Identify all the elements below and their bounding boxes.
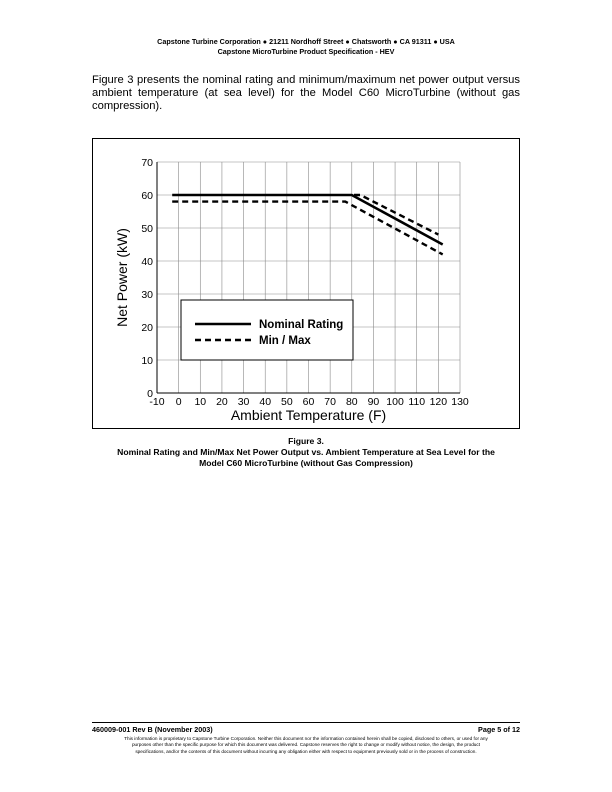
x-tick-label: 0 xyxy=(175,396,182,408)
x-tick-label: 80 xyxy=(345,396,358,408)
x-tick-label: 110 xyxy=(408,396,426,408)
footer-page-number: Page 5 of 12 xyxy=(478,725,520,734)
y-tick-label: 40 xyxy=(141,256,153,268)
disclaimer-line-3: specifications, and/or the contents of this document without incurring any obligation either with respect to equipment previously sold or in the process of construction. xyxy=(135,748,477,754)
header-spec-line: Capstone MicroTurbine Product Specification - HEV xyxy=(217,46,395,56)
y-tick-label: 60 xyxy=(141,190,153,202)
caption-title: Figure 3. xyxy=(288,436,324,446)
page-header xyxy=(0,37,612,56)
x-tick-label: 30 xyxy=(237,396,250,408)
x-tick-label: 60 xyxy=(302,396,315,408)
caption-line-2: Model C60 MicroTurbine (without Gas Compression) xyxy=(199,458,413,468)
disclaimer-line-1: This information is proprietary to Capstone Turbine Corporation. Neither this document nor the information contained herein shall be copied, disclosed to others, or used for any xyxy=(124,736,488,741)
y-axis-title: Net Power (kW) xyxy=(114,228,130,327)
y-tick-label: 50 xyxy=(141,223,153,235)
footer-doc-id: 460009-001 Rev B (November 2003) xyxy=(92,725,213,734)
caption-line-1: Nominal Rating and Min/Max Net Power Output vs. Ambient Temperature at Sea Level for the xyxy=(117,447,495,457)
x-tick-label: 50 xyxy=(281,396,293,408)
header-company-line: Capstone Turbine Corporation ● 21211 Nordhoff Street ● Chatsworth ● CA 91311 ● USA xyxy=(157,37,455,46)
y-tick-label: 20 xyxy=(141,322,153,334)
figure-caption xyxy=(80,436,532,469)
x-tick-label: 100 xyxy=(386,396,404,408)
y-tick-label: 70 xyxy=(141,157,153,169)
disclaimer-line-2: purposes other than the specific purpose for which this document was delivered. Capstone reserves the right to change or modify without notice, the design, the product xyxy=(131,742,481,748)
x-tick-label: 120 xyxy=(429,396,448,408)
x-tick-label: 130 xyxy=(451,396,469,408)
x-tick-label: 90 xyxy=(367,396,380,408)
x-tick-label: 70 xyxy=(324,396,336,408)
legend-label: Nominal Rating xyxy=(259,319,344,331)
x-tick-label: -10 xyxy=(149,396,165,408)
chart-svg xyxy=(93,139,519,428)
x-tick-label: 20 xyxy=(216,396,228,408)
intro-paragraph: Figure 3 presents the nominal rating and minimum/maximum net power output versus ambient temperature (at sea level) for the Model C60 MicroTurbine (without gas compression). xyxy=(92,74,520,113)
legend-label: Min / Max xyxy=(259,335,311,347)
footer-disclaimer xyxy=(92,736,520,755)
x-tick-label: 40 xyxy=(259,396,272,408)
y-tick-label: 30 xyxy=(141,289,153,301)
figure-3-chart xyxy=(92,138,520,429)
x-tick-label: 10 xyxy=(194,396,207,408)
footer-divider xyxy=(92,722,520,723)
y-tick-label: 0 xyxy=(147,388,153,400)
y-tick-label: 10 xyxy=(141,355,153,367)
x-axis-title: Ambient Temperature (F) xyxy=(230,407,387,423)
